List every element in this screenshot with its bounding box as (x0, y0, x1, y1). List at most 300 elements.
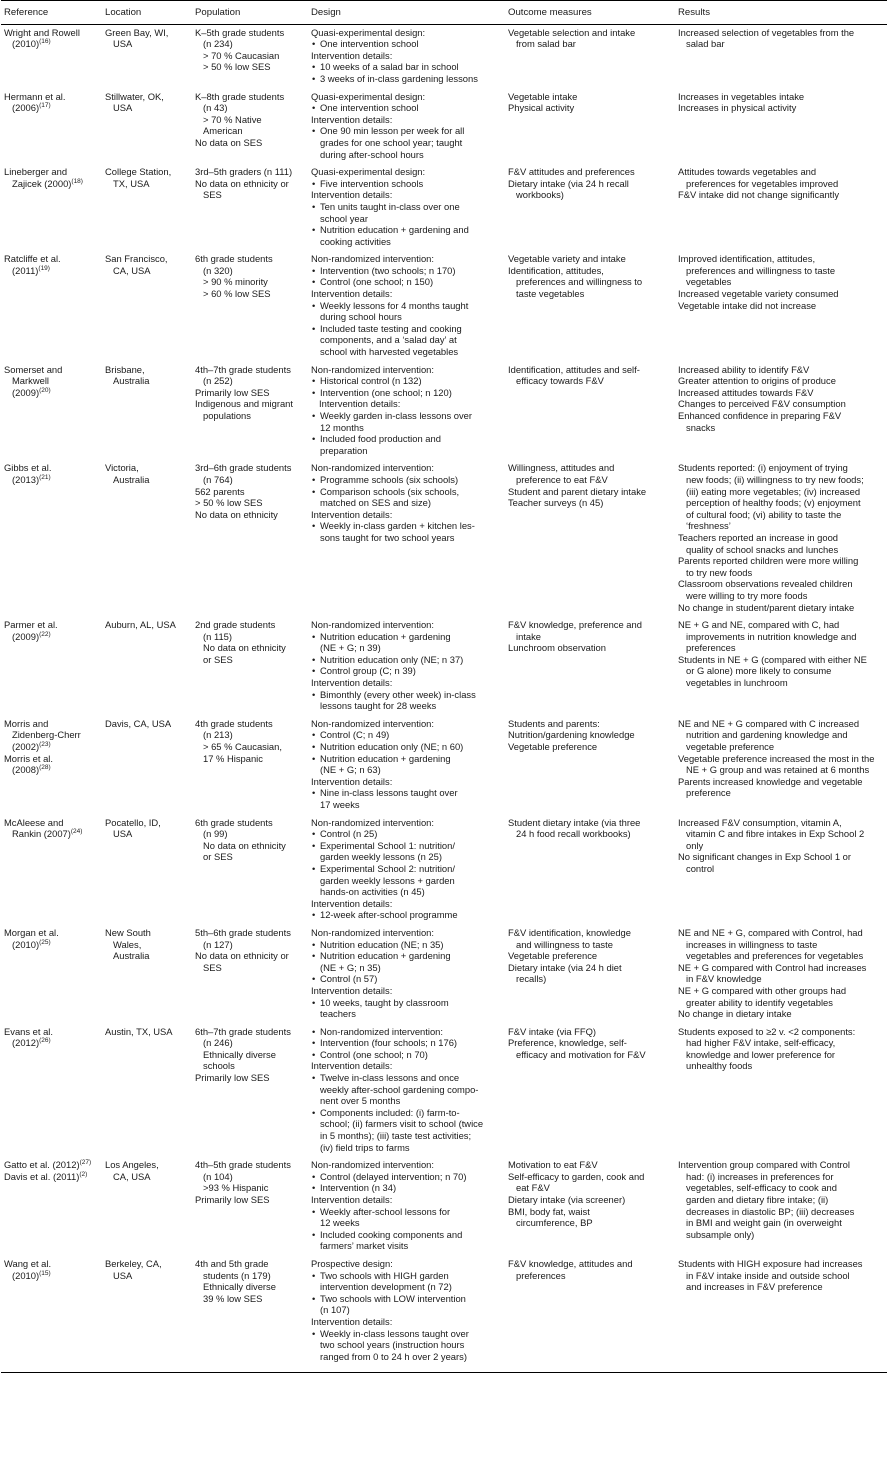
cell-line (508, 817, 672, 829)
bullet-continuation (311, 1118, 502, 1130)
bullet-item (311, 474, 502, 486)
bullet-icon: • (312, 38, 316, 50)
cell-text: perception of healthy foods; (v) enjoyment (686, 497, 861, 509)
cell-text: BMI, body fat, waist (508, 1205, 590, 1217)
cell-line (678, 764, 884, 776)
cell-text: greater ability to identify vegetables (686, 996, 833, 1008)
cell-text: (2009) (12, 386, 40, 398)
cell-line (311, 1316, 502, 1328)
bullet-item (311, 276, 502, 288)
cell-text: Ethnically diverse (203, 1281, 276, 1293)
reference-cell (1, 24, 102, 88)
cell-text: Somerset and (4, 363, 63, 375)
cell-line (195, 27, 305, 39)
cell-text: SES (203, 189, 222, 201)
cell-text: Vegetable preference (508, 741, 598, 753)
bullet-item (311, 828, 502, 840)
cell-line (508, 939, 672, 951)
cell-line (311, 619, 502, 631)
cell-text: Intervention details: (311, 49, 393, 61)
cell-text: 3rd–6th grade students (195, 462, 292, 474)
cell-text: Intervention (four schools; n 176) (320, 1037, 458, 1049)
cell-line (311, 166, 502, 178)
design-cell (308, 89, 505, 165)
cell-text: Ratcliffe et al. (4, 253, 61, 265)
citation-superscript: (24) (70, 828, 83, 836)
bullet-item (311, 1171, 502, 1183)
citation-superscript: (18) (71, 177, 83, 185)
cell-text: (n 107) (320, 1304, 350, 1316)
location-cell (102, 251, 192, 361)
cell-text: Evans et al. (4, 1025, 53, 1037)
table-row (1, 1157, 887, 1256)
cell-text: Intervention details: (311, 113, 393, 125)
cell-line (195, 939, 305, 951)
bullet-item (311, 125, 502, 137)
citation-superscript: (26) (39, 1037, 51, 1045)
design-cell (308, 815, 505, 925)
cell-line (508, 253, 672, 265)
bullet-item (311, 201, 502, 213)
population-cell (192, 460, 308, 617)
cell-text: 39 % low SES (203, 1292, 263, 1304)
cell-text: subsample only) (686, 1228, 755, 1240)
cell-line (678, 1206, 884, 1218)
cell-line (195, 851, 305, 863)
bullet-item (311, 654, 502, 666)
cell-line (508, 718, 672, 730)
cell-line (311, 189, 502, 201)
cell-text: (n 234) (203, 38, 233, 50)
cell-line (311, 1060, 502, 1072)
cell-text: Increases in vegetables intake (678, 90, 805, 102)
location-cell (102, 362, 192, 461)
cell-line (105, 817, 189, 829)
bullet-continuation (311, 346, 502, 358)
cell-text: Vegetable intake (508, 90, 578, 102)
bullet-item (311, 73, 502, 85)
citation-superscript: (2) (79, 1170, 88, 1178)
cell-text: school; (ii) farmers visit to school (twice (320, 1118, 484, 1130)
cell-text: lessons taught for 28 weeks (320, 700, 437, 712)
bullet-continuation (311, 137, 502, 149)
cell-text: (n 764) (203, 473, 233, 485)
results-cell (675, 362, 887, 461)
cell-text: CA, USA (113, 264, 151, 276)
table-row (1, 89, 887, 165)
cell-text: Two schools with HIGH garden (320, 1269, 449, 1281)
cell-text: F&V attitudes and preferences (508, 166, 635, 178)
cell-text: Markwell (12, 375, 49, 387)
cell-text: (n 43) (203, 102, 228, 114)
bullet-icon: • (312, 973, 316, 985)
bullet-item (311, 1328, 502, 1340)
cell-text: (2010) (12, 938, 40, 950)
cell-line (105, 102, 189, 114)
cell-text: Australia (113, 950, 150, 962)
outcome-cell (505, 617, 675, 716)
cell-text: Intervention details: (311, 897, 393, 909)
outcome-cell (505, 460, 675, 617)
bullet-item (311, 1037, 502, 1049)
cell-text: vegetables (686, 276, 732, 288)
cell-text: components, and a ‘salad day’ at (320, 334, 457, 346)
bullet-item (311, 102, 502, 114)
cell-line (678, 265, 884, 277)
location-cell (102, 925, 192, 1024)
bullet-item (311, 1206, 502, 1218)
cell-line (311, 927, 502, 939)
cell-line (195, 840, 305, 852)
cell-line (195, 125, 305, 137)
bullet-continuation (311, 851, 502, 863)
bullet-item (311, 729, 502, 741)
header-row (1, 1, 887, 25)
cell-text: Intervention details: (311, 288, 393, 300)
cell-line (195, 950, 305, 962)
cell-text: students (n 179) (203, 1269, 271, 1281)
cell-text: 6th–7th grade students (195, 1025, 291, 1037)
cell-text: Intervention details: (311, 189, 393, 201)
cell-text: Included taste testing and cooking (320, 322, 462, 334)
bullet-item (311, 665, 502, 677)
cell-line (678, 1217, 884, 1229)
design-cell (308, 1256, 505, 1373)
bullet-icon: • (312, 1037, 316, 1049)
cell-line (508, 642, 672, 654)
cell-line (4, 741, 99, 753)
cell-line (4, 1258, 99, 1270)
bullet-continuation (311, 497, 502, 509)
cell-text: 6th grade students (195, 253, 273, 265)
cell-text: had higher F&V intake, self-efficacy, (686, 1037, 836, 1049)
header-design: Design (308, 1, 505, 25)
cell-line (105, 474, 189, 486)
cell-text: SES (203, 961, 222, 973)
cell-text: Morris and (4, 717, 49, 729)
cell-text: Control group (C; n 39) (320, 665, 416, 677)
cell-text: No data on ethnicity (195, 508, 278, 520)
cell-line (508, 497, 672, 509)
cell-text: nutrition and gardening knowledge and (686, 729, 848, 741)
cell-line (4, 265, 99, 277)
cell-line (195, 189, 305, 201)
bullet-continuation (311, 422, 502, 434)
bullet-icon: • (312, 61, 316, 73)
cell-line (4, 939, 99, 951)
cell-line (195, 265, 305, 277)
cell-text: Non-randomized intervention: (320, 1025, 443, 1037)
cell-line (4, 927, 99, 939)
cell-text: Enhanced confidence in preparing F&V (678, 410, 842, 421)
cell-text: Intervention details: (311, 1194, 393, 1205)
cell-text: Teacher surveys (n 45) (508, 497, 604, 509)
cell-text: Nutrition education only (NE; n 60) (320, 741, 464, 753)
cell-line (4, 1026, 99, 1038)
cell-line (4, 619, 99, 631)
cell-text: 3 weeks of in-class gardening lessons (320, 72, 478, 84)
cell-line (678, 973, 884, 985)
cell-text: Control (one school; n 150) (320, 276, 434, 288)
cell-line (311, 776, 502, 788)
cell-text: in BMI and weight gain (in overweight (686, 1217, 842, 1229)
cell-line (508, 828, 672, 840)
cell-text: (2010) (12, 1269, 40, 1281)
cell-text: Nutrition education + gardening and (320, 224, 469, 236)
cell-text: (n 320) (203, 264, 233, 276)
cell-line (678, 1049, 884, 1061)
bullet-item (311, 1049, 502, 1061)
cell-text: efficacy and motivation for F&V (516, 1048, 646, 1060)
cell-text: Wang et al. (4, 1257, 52, 1269)
cell-text: > 90 % minority (203, 276, 268, 288)
reference-cell (1, 1256, 102, 1373)
cell-text: Student dietary intake (via three (508, 816, 641, 828)
cell-line (678, 1026, 884, 1038)
bullet-icon: • (312, 410, 316, 421)
cell-line (105, 718, 189, 730)
cell-text: ‘freshness’ (686, 520, 731, 532)
cell-line (678, 787, 884, 799)
population-cell (192, 815, 308, 925)
cell-text: populations (203, 410, 251, 421)
cell-line (105, 253, 189, 265)
design-cell (308, 1157, 505, 1256)
cell-line (4, 817, 99, 829)
cell-line (508, 973, 672, 985)
cell-line (508, 1182, 672, 1194)
bullet-icon: • (312, 1182, 316, 1194)
design-cell (308, 1024, 505, 1158)
cell-line (195, 61, 305, 73)
cell-text: only (686, 839, 704, 851)
table-row (1, 716, 887, 815)
cell-text: Australia (113, 375, 150, 387)
cell-text: Non-randomized intervention: (311, 926, 434, 938)
cell-text: workbooks) (516, 189, 564, 201)
cell-text: (n 115) (203, 630, 233, 642)
cell-line (678, 1008, 884, 1020)
cell-text: increases in willingness to taste (686, 938, 818, 950)
header-reference: Reference (1, 1, 102, 25)
bullet-item (311, 1270, 502, 1282)
cell-text: Hermann et al. (4, 90, 66, 102)
bullet-icon: • (312, 177, 316, 189)
cell-text: Increased F&V consumption, vitamin A, (678, 816, 842, 828)
cell-text: > 50 % low SES (195, 497, 263, 509)
cell-text: > 70 % Caucasian (203, 49, 280, 61)
bullet-icon: • (312, 433, 316, 445)
bullet-icon: • (312, 1048, 316, 1060)
cell-text: matched on SES and size) (320, 497, 431, 509)
bullet-continuation (311, 1095, 502, 1107)
cell-text: improvements in nutrition knowledge and (686, 630, 857, 642)
outcome-cell (505, 815, 675, 925)
cell-text: Non-randomized intervention: (311, 1159, 434, 1171)
cell-text: NE + G compared with other groups had (678, 984, 847, 996)
cell-line (311, 91, 502, 103)
cell-line (195, 288, 305, 300)
cell-text: Vegetable preference (508, 950, 598, 962)
cell-line (508, 166, 672, 178)
population-cell (192, 925, 308, 1024)
bullet-icon: • (312, 102, 316, 114)
bullet-icon: • (312, 1205, 316, 1217)
cell-line (195, 486, 305, 498)
cell-line (678, 590, 884, 602)
cell-line (195, 1072, 305, 1084)
cell-line (678, 851, 884, 863)
reference-cell (1, 89, 102, 165)
bullet-continuation (311, 1217, 502, 1229)
cell-line (4, 91, 99, 103)
cell-text: 12 weeks (320, 1217, 360, 1229)
cell-line (195, 631, 305, 643)
cell-text: (n 252) (203, 375, 233, 387)
bullet-continuation (311, 213, 502, 225)
cell-text: Dietary intake (via 24 h recall (508, 177, 629, 189)
cell-text: Quasi-experimental design: (311, 26, 426, 38)
cell-text: had: (i) increases in preferences for (686, 1170, 834, 1182)
bullet-item (311, 1107, 502, 1119)
cell-text: NE + G group and was retained at 6 months (686, 764, 870, 776)
cell-text: F&V identification, knowledge (508, 926, 631, 938)
location-cell (102, 24, 192, 88)
cell-line (195, 1026, 305, 1038)
cell-text: in 5 months); (iii) taste test activities; (320, 1130, 472, 1142)
cell-text: eat F&V (516, 1182, 550, 1194)
cell-text: NE + G and NE, compared with C, had (678, 619, 840, 631)
cell-line (311, 288, 502, 300)
location-cell (102, 815, 192, 925)
cell-line (678, 520, 884, 532)
cell-text: vegetables, self-efficacy to cook and (686, 1182, 837, 1194)
cell-line (678, 776, 884, 788)
cell-text: 4th and 5th grade (195, 1257, 269, 1269)
bullet-continuation (311, 1240, 502, 1252)
cell-text: ranged from 0 to 24 h over 2 years) (320, 1350, 467, 1362)
cell-line (311, 27, 502, 39)
bullet-icon: • (312, 741, 316, 753)
table-row (1, 1256, 887, 1373)
reference-cell (1, 362, 102, 461)
cell-text: hands-on activities (n 45) (320, 886, 425, 898)
cell-text: Weekly after-school lessons for (320, 1205, 451, 1217)
cell-text: schools (203, 1060, 235, 1072)
cell-text: > 50 % low SES (203, 61, 271, 73)
cell-text: Primarily low SES (195, 1194, 270, 1205)
cell-line (678, 1182, 884, 1194)
cell-text: Five intervention schools (320, 177, 424, 189)
cell-line (508, 1194, 672, 1206)
cell-text: during school hours (320, 311, 402, 323)
cell-line (508, 486, 672, 498)
cell-text: Intervention (two schools; n 170) (320, 264, 456, 276)
cell-text: K–8th grade students (195, 90, 285, 102)
cell-text: Weekly garden in-class lessons over (320, 410, 472, 421)
cell-line (508, 189, 672, 201)
cell-line (508, 265, 672, 277)
cell-line (508, 1159, 672, 1171)
bullet-item (311, 939, 502, 951)
bullet-continuation (311, 1008, 502, 1020)
bullet-continuation (311, 700, 502, 712)
cell-text: circumference, BP (516, 1217, 593, 1229)
cell-text: Primarily low SES (195, 1072, 270, 1084)
cell-line (4, 387, 99, 399)
table-row (1, 925, 887, 1024)
cell-line (678, 602, 884, 614)
cell-text: K–5th grade students (195, 26, 285, 38)
cell-line (678, 375, 884, 387)
table-row (1, 460, 887, 617)
cell-line (508, 462, 672, 474)
cell-line (4, 1037, 99, 1049)
citation-superscript: (15) (39, 1269, 51, 1277)
cell-text: One 90 min lesson per week for all (320, 125, 465, 137)
cell-text: 12 months (320, 421, 364, 433)
cell-line (678, 398, 884, 410)
outcome-cell (505, 89, 675, 165)
cell-text: garden weekly lessons (n 25) (320, 851, 442, 863)
location-cell (102, 89, 192, 165)
cell-line (195, 375, 305, 387)
bullet-item (311, 1026, 502, 1038)
bullet-item (311, 1072, 502, 1084)
cell-line (195, 137, 305, 149)
cell-text: Vegetable selection and intake (508, 26, 636, 38)
cell-line (508, 474, 672, 486)
cell-line (4, 753, 99, 765)
cell-text: Intervention details: (319, 398, 401, 410)
citation-superscript: (19) (38, 264, 50, 272)
citation-superscript: (20) (39, 386, 51, 394)
population-cell (192, 617, 308, 716)
cell-line (508, 38, 672, 50)
cell-text: Increases in physical activity (678, 102, 797, 114)
cell-text: Comparison schools (six schools, (320, 485, 460, 497)
cell-text: (2013) (12, 473, 40, 485)
cell-line (4, 462, 99, 474)
cell-line (195, 753, 305, 765)
cell-line (678, 38, 884, 50)
results-cell (675, 1256, 887, 1373)
bullet-item (311, 323, 502, 335)
cell-line (195, 253, 305, 265)
cell-line (508, 619, 672, 631)
cell-text: Austin, TX, USA (105, 1025, 173, 1037)
cell-text: two school years (instruction hours (320, 1339, 465, 1351)
cell-text: intervention development (n 72) (320, 1281, 452, 1293)
cell-line (195, 102, 305, 114)
cell-line (678, 27, 884, 39)
cell-line (678, 619, 884, 631)
citation-superscript: (25) (39, 938, 51, 946)
cell-text: Weekly in-class garden + kitchen les- (320, 520, 475, 532)
bullet-continuation (311, 1142, 502, 1154)
cell-text: vegetables in lunchroom (686, 677, 788, 689)
cell-text: Quasi-experimental design: (311, 166, 426, 178)
cell-line (678, 962, 884, 974)
cell-line (678, 654, 884, 666)
bullet-icon: • (312, 1292, 316, 1304)
bullet-item (311, 840, 502, 852)
cell-text: No change in student/parent dietary intake (678, 601, 855, 613)
cell-text: (2009) (12, 630, 40, 642)
bullet-continuation (311, 962, 502, 974)
cell-text: Attitudes towards vegetables and (678, 166, 817, 178)
bullet-continuation (311, 445, 502, 457)
